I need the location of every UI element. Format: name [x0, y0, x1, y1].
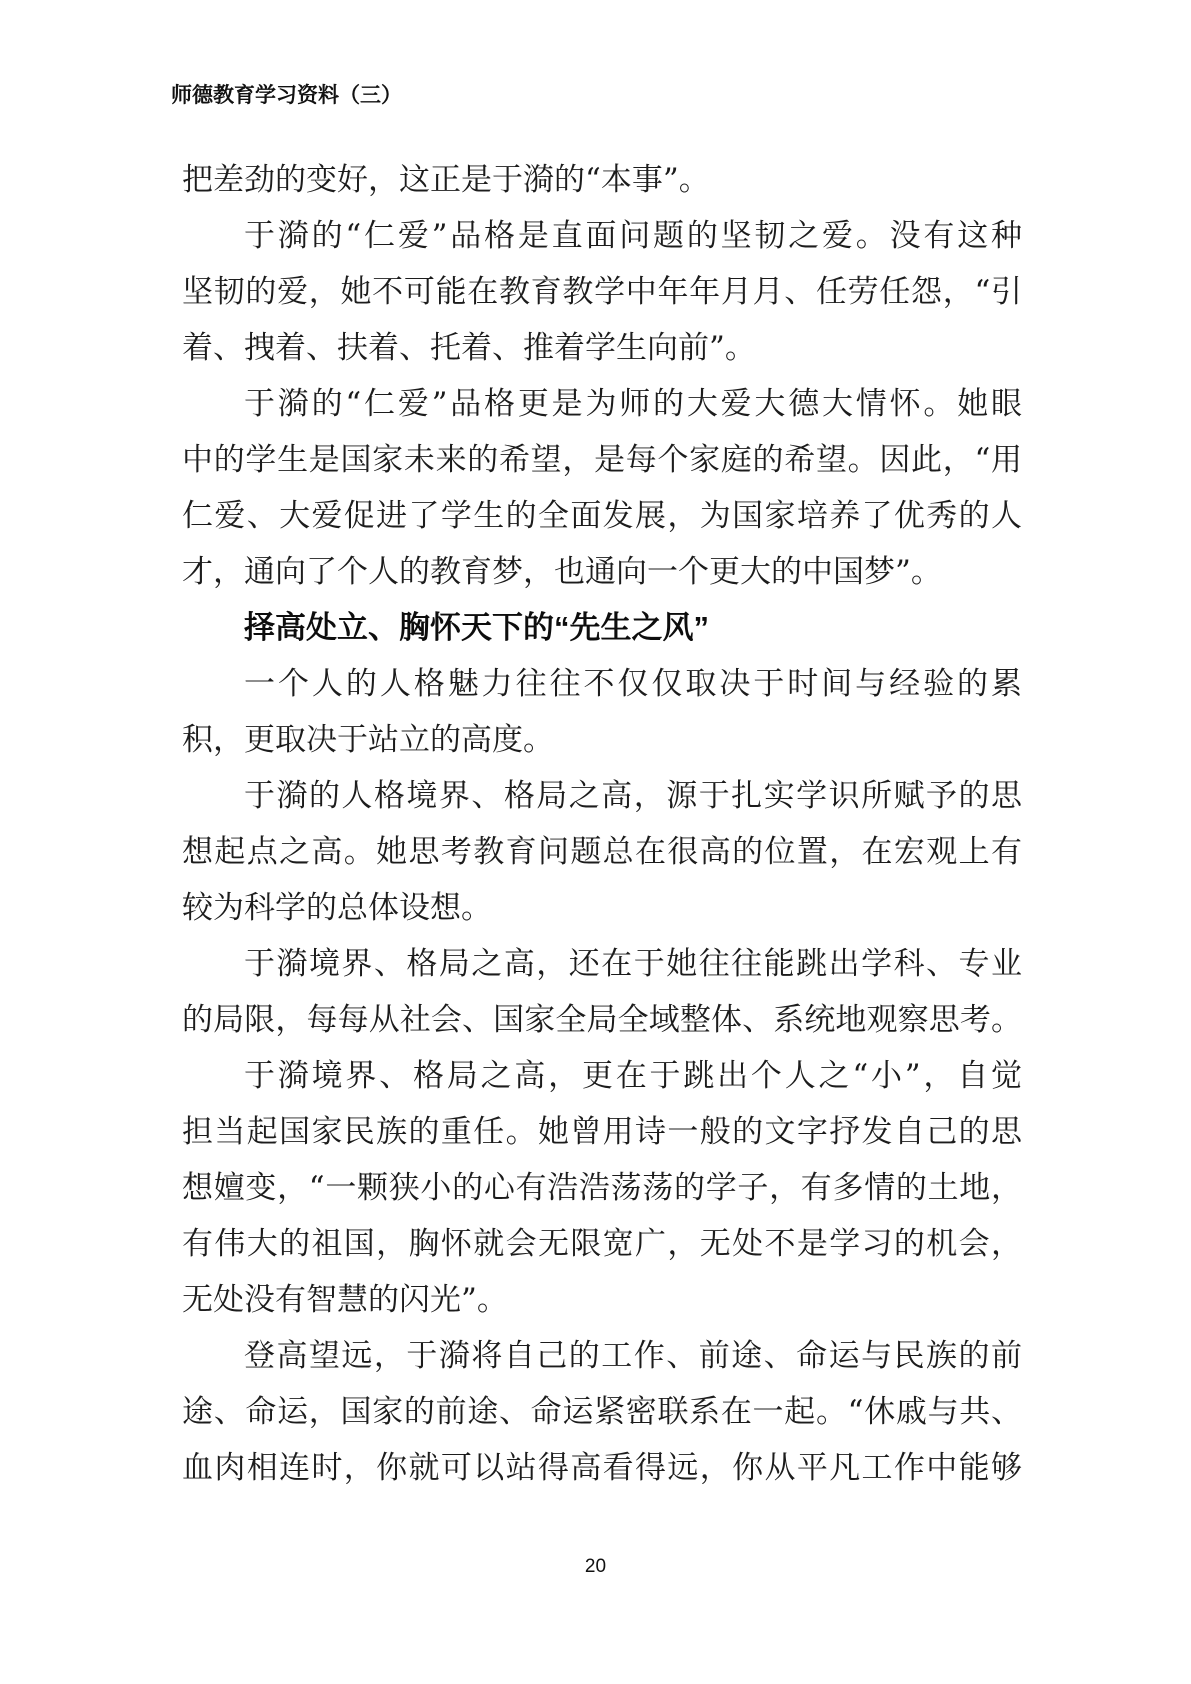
document-body: [182, 152, 1022, 1496]
section-heading: 择高处立、胸怀天下的“先生之风”: [244, 610, 709, 645]
text-line: 于漪的“仁爱”品格是直面问题的坚韧之爱。没有这种: [244, 218, 1022, 254]
text-line: 的局限，每每从社会、国家全局全域整体、系统地观察思考。: [182, 1002, 1022, 1038]
text-line: 无处没有智慧的闪光”。: [182, 1282, 508, 1318]
text-line: 想起点之高。她思考教育问题总在很高的位置，在宏观上有: [182, 834, 1022, 870]
text-line: 较为科学的总体设想。: [182, 890, 492, 926]
text-line: 中的学生是国家未来的希望，是每个家庭的希望。因此，“用: [182, 442, 1022, 478]
text-line: 想嬗变，“一颗狭小的心有浩浩荡荡的学子，有多情的土地，: [182, 1170, 1022, 1206]
text-line: 一个人的人格魅力往往不仅仅取决于时间与经验的累: [244, 666, 1022, 702]
text-line: 坚韧的爱，她不可能在教育教学中年年月月、任劳任怨，“引: [182, 274, 1022, 310]
text-line: 有伟大的祖国，胸怀就会无限宽广，无处不是学习的机会，: [182, 1226, 1022, 1262]
text-line: 于漪境界、格局之高，还在于她往往能跳出学科、专业: [244, 946, 1022, 982]
text-line: 血肉相连时，你就可以站得高看得远，你从平凡工作中能够: [182, 1450, 1022, 1486]
text-line: 于漪的人格境界、格局之高，源于扎实学识所赋予的思: [244, 778, 1022, 814]
page-number: 20: [584, 1556, 607, 1577]
text-line: 途、命运，国家的前途、命运紧密联系在一起。“休戚与共、: [182, 1394, 1022, 1430]
text-line: 登高望远，于漪将自己的工作、前途、命运与民族的前: [244, 1338, 1022, 1374]
document-header-title: 师德教育学习资料（三）: [171, 84, 402, 107]
text-line: 仁爱、大爱促进了学生的全面发展，为国家培养了优秀的人: [182, 498, 1022, 534]
text-line: 担当起国家民族的重任。她曾用诗一般的文字抒发自己的思: [182, 1114, 1022, 1150]
text-line: 才，通向了个人的教育梦，也通向一个更大的中国梦”。: [182, 554, 942, 590]
text-line: 着、拽着、扶着、托着、推着学生向前”。: [182, 330, 756, 366]
text-line: 把差劲的变好，这正是于漪的“本事”。: [182, 162, 710, 198]
text-line: 积，更取决于站立的高度。: [182, 722, 554, 758]
text-line: 于漪的“仁爱”品格更是为师的大爱大德大情怀。她眼: [244, 386, 1022, 422]
text-line: 于漪境界、格局之高，更在于跳出个人之“小”，自觉: [244, 1058, 1022, 1094]
